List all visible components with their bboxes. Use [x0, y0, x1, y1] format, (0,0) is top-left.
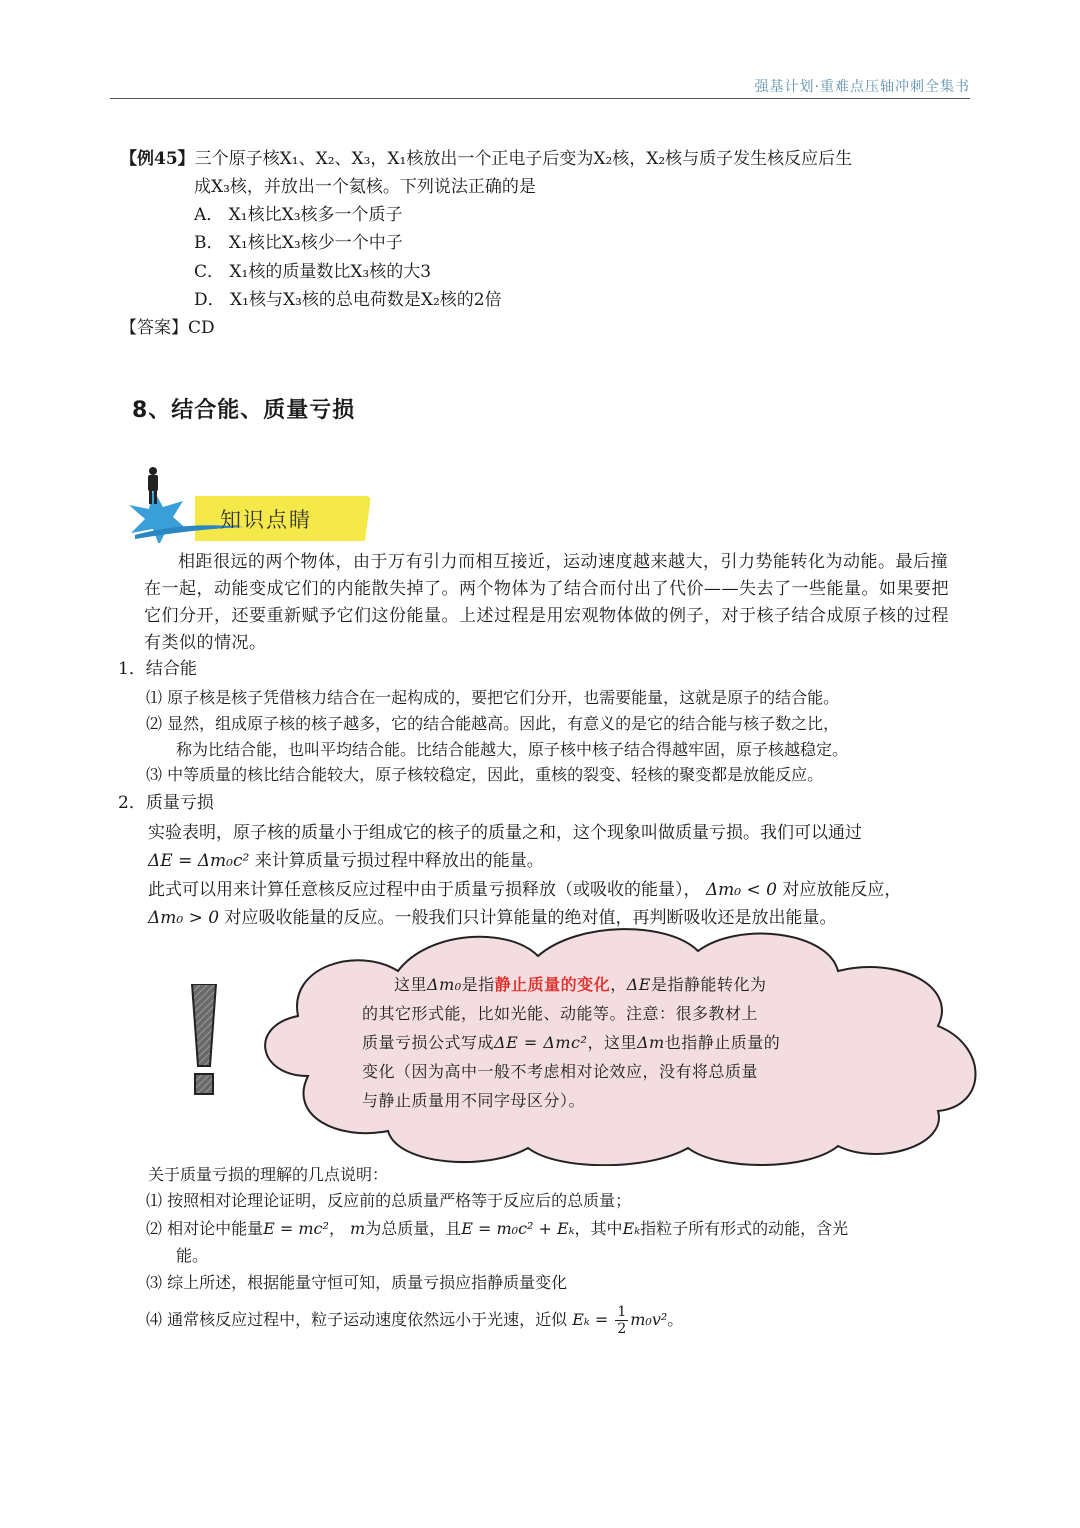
- example-stem-line1: [120, 147, 852, 171]
- mass-defect-line1: 实验表明，原子核的质量小于组成它的核子的质量之和，这个现象叫做质量亏损。我们可以通过: [148, 823, 862, 843]
- note-line1: [362, 970, 832, 999]
- section-title: 8、结合能、质量亏损: [132, 398, 356, 423]
- answer-value: CD: [188, 318, 215, 338]
- fraction-denominator: 2: [617, 1321, 627, 1337]
- answer-label: 【答案】: [120, 318, 188, 338]
- option-b: B． X₁核比X₃核少一个中子: [194, 233, 403, 253]
- answer-line: [120, 316, 215, 340]
- note-formula: Δm: [636, 1033, 665, 1052]
- fraction-half: [615, 1304, 628, 1337]
- item-text: ，其中: [574, 1219, 623, 1238]
- example-label: 【例45】: [120, 149, 195, 169]
- formula-ek-rhs: m₀v²: [630, 1310, 668, 1329]
- notes-item-3: [146, 1271, 567, 1295]
- notes-heading: 关于质量亏损的理解的几点说明：: [148, 1165, 389, 1184]
- mass-defect-line2-text: 来计算质量亏损过程中释放出的能量。: [254, 851, 544, 871]
- formula-e-mc2: E = mc²: [263, 1219, 329, 1238]
- note-text: 是指静能转化为: [650, 975, 767, 994]
- formula-e-total: E = m₀c² + Eₖ: [461, 1219, 575, 1238]
- item-number: ⑴: [146, 688, 163, 707]
- exclamation-icon: [186, 984, 226, 1096]
- binding-heading: 1．结合能: [118, 659, 197, 679]
- note-text: 这里: [394, 975, 428, 994]
- running-header: 强基计划·重难点压轴冲刺全集书: [754, 79, 970, 95]
- item-number: ⑶: [146, 765, 163, 784]
- formula-ek-lhs: Eₖ =: [572, 1310, 609, 1329]
- option-a: A． X₁核比X₃核多一个质子: [194, 205, 403, 225]
- binding-item-2-cont: 称为比结合能，也叫平均结合能。比结合能越大，原子核中核子结合得越牢固，原子核越稳定。: [176, 740, 849, 759]
- note-text: ，这里: [587, 1033, 637, 1052]
- mass-defect-line4-text: 对应吸收能量的反应。一般我们只计算能量的绝对值，再判断吸收还是放出能量。: [224, 908, 837, 928]
- note-line5: 与静止质量用不同字母区分）。: [362, 1091, 586, 1110]
- binding-item-2: [146, 712, 839, 736]
- item-text: 为总质量，且: [365, 1219, 462, 1238]
- formula-ek: Eₖ: [622, 1219, 641, 1238]
- note-text: 是指: [461, 975, 495, 994]
- note-line3: [362, 1028, 832, 1057]
- item-number: ⑴: [146, 1191, 163, 1210]
- mass-defect-line2: [148, 849, 544, 873]
- mass-defect-heading: 2．质量亏损: [118, 793, 214, 813]
- item-text: 。: [667, 1310, 684, 1329]
- notes-item-2-cont: 能。: [176, 1246, 209, 1265]
- cloud-note: [362, 970, 832, 1115]
- mass-defect-line3: [148, 878, 901, 902]
- option-c: C． X₁核的质量数比X₃核的大3: [194, 262, 432, 282]
- note-text: ，: [610, 975, 627, 994]
- item-number: ⑵: [146, 1219, 163, 1238]
- option-d: D． X₁核与X₃核的总电荷数是X₂核的2倍: [194, 290, 502, 310]
- badge-label: 知识点睛: [220, 508, 312, 532]
- item-text: 综上所述，根据能量守恒可知，质量亏损应指静质量变化: [167, 1273, 568, 1292]
- note-text: 质量亏损公式写成: [362, 1033, 495, 1052]
- item-number: ⑵: [146, 714, 163, 733]
- note-line4: 变化（因为高中一般不考虑相对论效应，没有将总质量: [362, 1062, 759, 1081]
- intro-paragraph: 相距很远的两个物体，由于万有引力而相互接近，运动速度越来越大，引力势能转化为动能。最后撞在一起，动能变成它们的内能散失掉了。两个物体为了结合而付出了代价——失去了一些能量。如果要把它们分开，还要重新赋予它们这份能量。上述过程是用宏观物体做的例子，对于核子结合成原子核的过程有类似的情况。: [144, 552, 949, 653]
- formula-dm-positive: Δm₀ > 0: [148, 908, 220, 928]
- formula-delta-e: ΔE = Δm₀c²: [148, 851, 250, 871]
- header-rule: [110, 98, 970, 99]
- item-text: 指粒子所有形式的动能，含光: [640, 1219, 849, 1238]
- note-highlight: 静止质量的变化: [494, 975, 611, 994]
- item-text: 原子核是核子凭借核力结合在一起构成的，要把它们分开，也需要能量，这就是原子的结合能。: [167, 688, 840, 707]
- item-text: 相对论中能量: [167, 1219, 264, 1238]
- fraction-numerator: 1: [617, 1304, 627, 1320]
- notes-item-2: [146, 1217, 848, 1241]
- formula-m: m: [350, 1219, 366, 1238]
- note-text: 也指静止质量的: [664, 1033, 781, 1052]
- item-text: 中等质量的核比结合能较大，原子核较稳定，因此，重核的裂变、轻核的聚变都是放能反应。: [167, 765, 824, 784]
- note-line2: 的其它形式能，比如光能、动能等。注意：很多教材上: [362, 1004, 759, 1023]
- mass-defect-line3-tail: 对应放能反应，: [782, 880, 902, 900]
- item-number: ⑷: [146, 1310, 163, 1329]
- item-text: 按照相对论理论证明，反应前的总质量严格等于反应后的总质量；: [167, 1191, 632, 1210]
- note-formula: ΔE: [626, 975, 651, 994]
- mass-defect-line3-text: 此式可以用来计算任意核反应过程中由于质量亏损释放（或吸收的能量），: [148, 880, 701, 900]
- binding-item-1: [146, 686, 839, 710]
- notes-item-1: [146, 1189, 631, 1213]
- item-number: ⑶: [146, 1273, 163, 1292]
- note-formula: ΔE = Δmc²: [494, 1033, 588, 1052]
- example-stem-text1: 三个原子核X₁、X₂、X₃，X₁核放出一个正电子后变为X₂核，X₂核与质子发生核反应后生: [194, 149, 853, 169]
- item-text: ，: [328, 1219, 345, 1238]
- notes-item-4: [146, 1302, 683, 1338]
- note-formula: Δm₀: [427, 975, 462, 994]
- example-stem-line2: 成X₃核，并放出一个氦核。下列说法正确的是: [194, 177, 536, 197]
- binding-item-3: [146, 763, 823, 787]
- item-text: 显然，组成原子核的核子越多，它的结合能越高。因此，有意义的是它的结合能与核子数之比，: [167, 714, 840, 733]
- item-text: 通常核反应过程中，粒子运动速度依然远小于光速，近似: [167, 1310, 568, 1329]
- formula-dm-negative: Δm₀ < 0: [705, 880, 777, 900]
